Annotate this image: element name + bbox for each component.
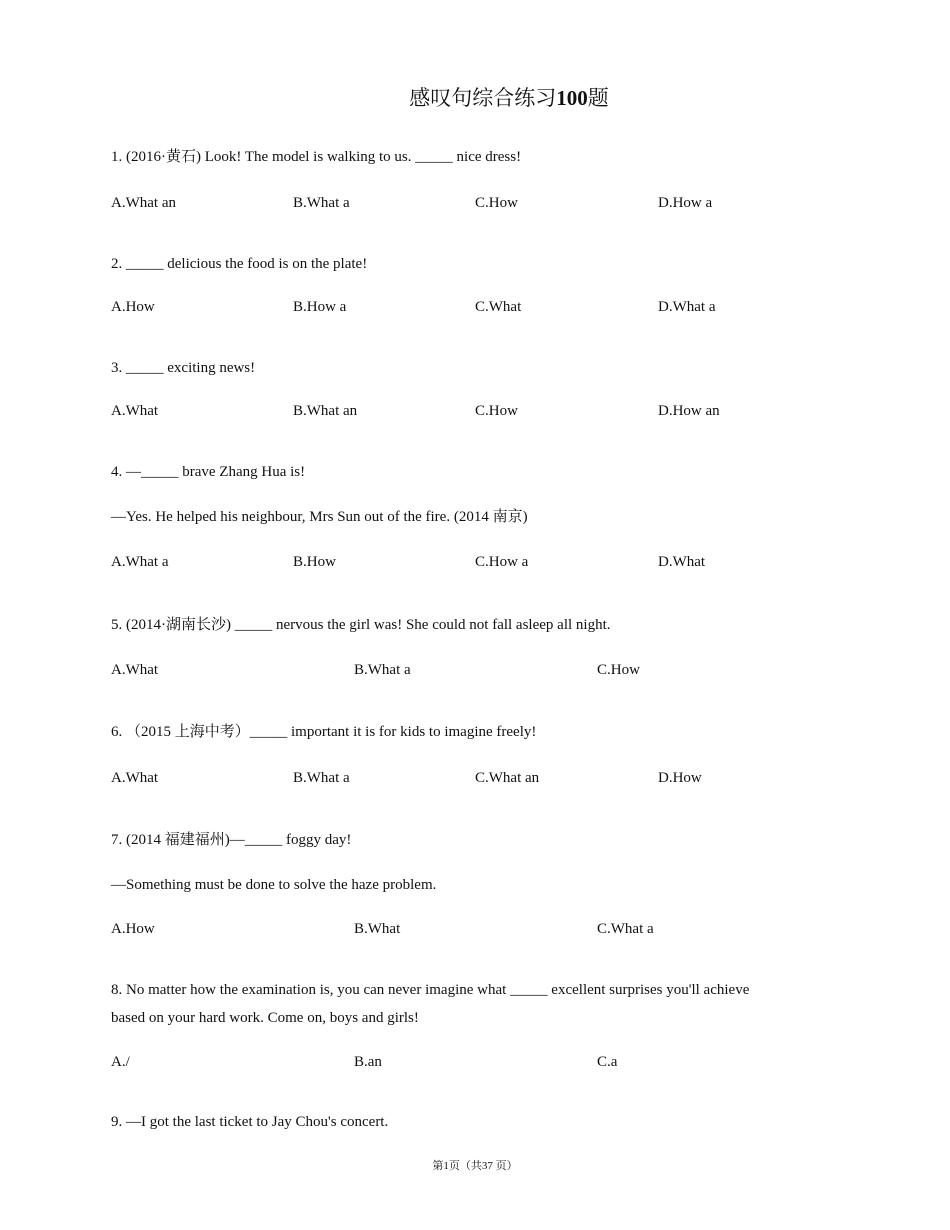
question-3-options: [111, 401, 841, 421]
title-suffix: 题: [587, 86, 609, 110]
q4-option-b: B.How: [293, 554, 336, 570]
question-4-text: 4. —_____ brave Zhang Hua is!: [111, 464, 306, 480]
q5-option-a: A.What: [111, 662, 159, 678]
q2-option-c: C.What: [475, 299, 522, 315]
q3-option-a: A.What: [111, 403, 159, 419]
q8-option-b: B.an: [354, 1054, 382, 1070]
question-2-options: [111, 297, 841, 317]
question-5-options: [111, 660, 841, 680]
question-8-text-cont: based on your hard work. Come on, boys and girls!: [111, 1010, 419, 1026]
question-8-options: [111, 1052, 841, 1072]
q1-option-a: A.What an: [111, 195, 176, 211]
page-footer: 第1页（共37 页）: [432, 1160, 518, 1172]
q1-option-c: C.How: [475, 195, 518, 211]
q2-option-b: B.How a: [293, 299, 347, 315]
q8-option-c: C.a: [597, 1054, 618, 1070]
q4-option-c: C.How a: [475, 554, 529, 570]
q3-option-d: D.How an: [658, 403, 720, 419]
title-number: 100: [556, 86, 588, 110]
q7-option-a: A.How: [111, 921, 155, 937]
q8-option-a: A./: [111, 1054, 130, 1070]
q5-option-c: C.How: [597, 662, 640, 678]
q2-option-d: D.What a: [658, 299, 716, 315]
q6-option-d: D.How: [658, 770, 702, 786]
q1-option-b: B.What a: [293, 195, 350, 211]
q2-option-a: A.How: [111, 299, 155, 315]
q7-option-b: B.What: [354, 921, 401, 937]
question-1-options: [111, 193, 841, 213]
q6-option-c: C.What an: [475, 770, 540, 786]
q4-option-d: D.What: [658, 554, 706, 570]
question-5-text: 5. (2014·湖南长沙) _____ nervous the girl was! She could not fall asleep all night.: [111, 617, 611, 633]
document-title: [0, 84, 950, 112]
q3-option-c: C.How: [475, 403, 518, 419]
q3-option-b: B.What an: [293, 403, 358, 419]
q6-option-b: B.What a: [293, 770, 350, 786]
question-4-options: [111, 552, 841, 572]
q1-option-d: D.How a: [658, 195, 713, 211]
question-8-text: 8. No matter how the examination is, you can never imagine what _____ excellent surprises you'll achieve: [111, 982, 750, 998]
question-7-text: 7. (2014 福建福州)—_____ foggy day!: [111, 832, 352, 848]
question-1-text: 1. (2016·黄石) Look! The model is walking to us. _____ nice dress!: [111, 149, 522, 165]
q6-option-a: A.What: [111, 770, 159, 786]
question-6-text: 6. （2015 上海中考）_____ important it is for kids to imagine freely!: [111, 724, 537, 740]
question-6-options: [111, 768, 841, 788]
q7-option-c: C.What a: [597, 921, 654, 937]
question-4-reply: —Yes. He helped his neighbour, Mrs Sun out of the fire. (2014 南京): [111, 509, 528, 525]
question-3-text: 3. _____ exciting news!: [111, 360, 256, 376]
title-text: 感叹句综合练习: [409, 86, 557, 110]
question-7-options: [111, 919, 841, 939]
question-9-text: 9. —I got the last ticket to Jay Chou's concert.: [111, 1114, 389, 1130]
question-2-text: 2. _____ delicious the food is on the plate!: [111, 256, 368, 272]
q5-option-b: B.What a: [354, 662, 411, 678]
question-7-reply: —Something must be done to solve the haze problem.: [111, 877, 437, 893]
q4-option-a: A.What a: [111, 554, 169, 570]
